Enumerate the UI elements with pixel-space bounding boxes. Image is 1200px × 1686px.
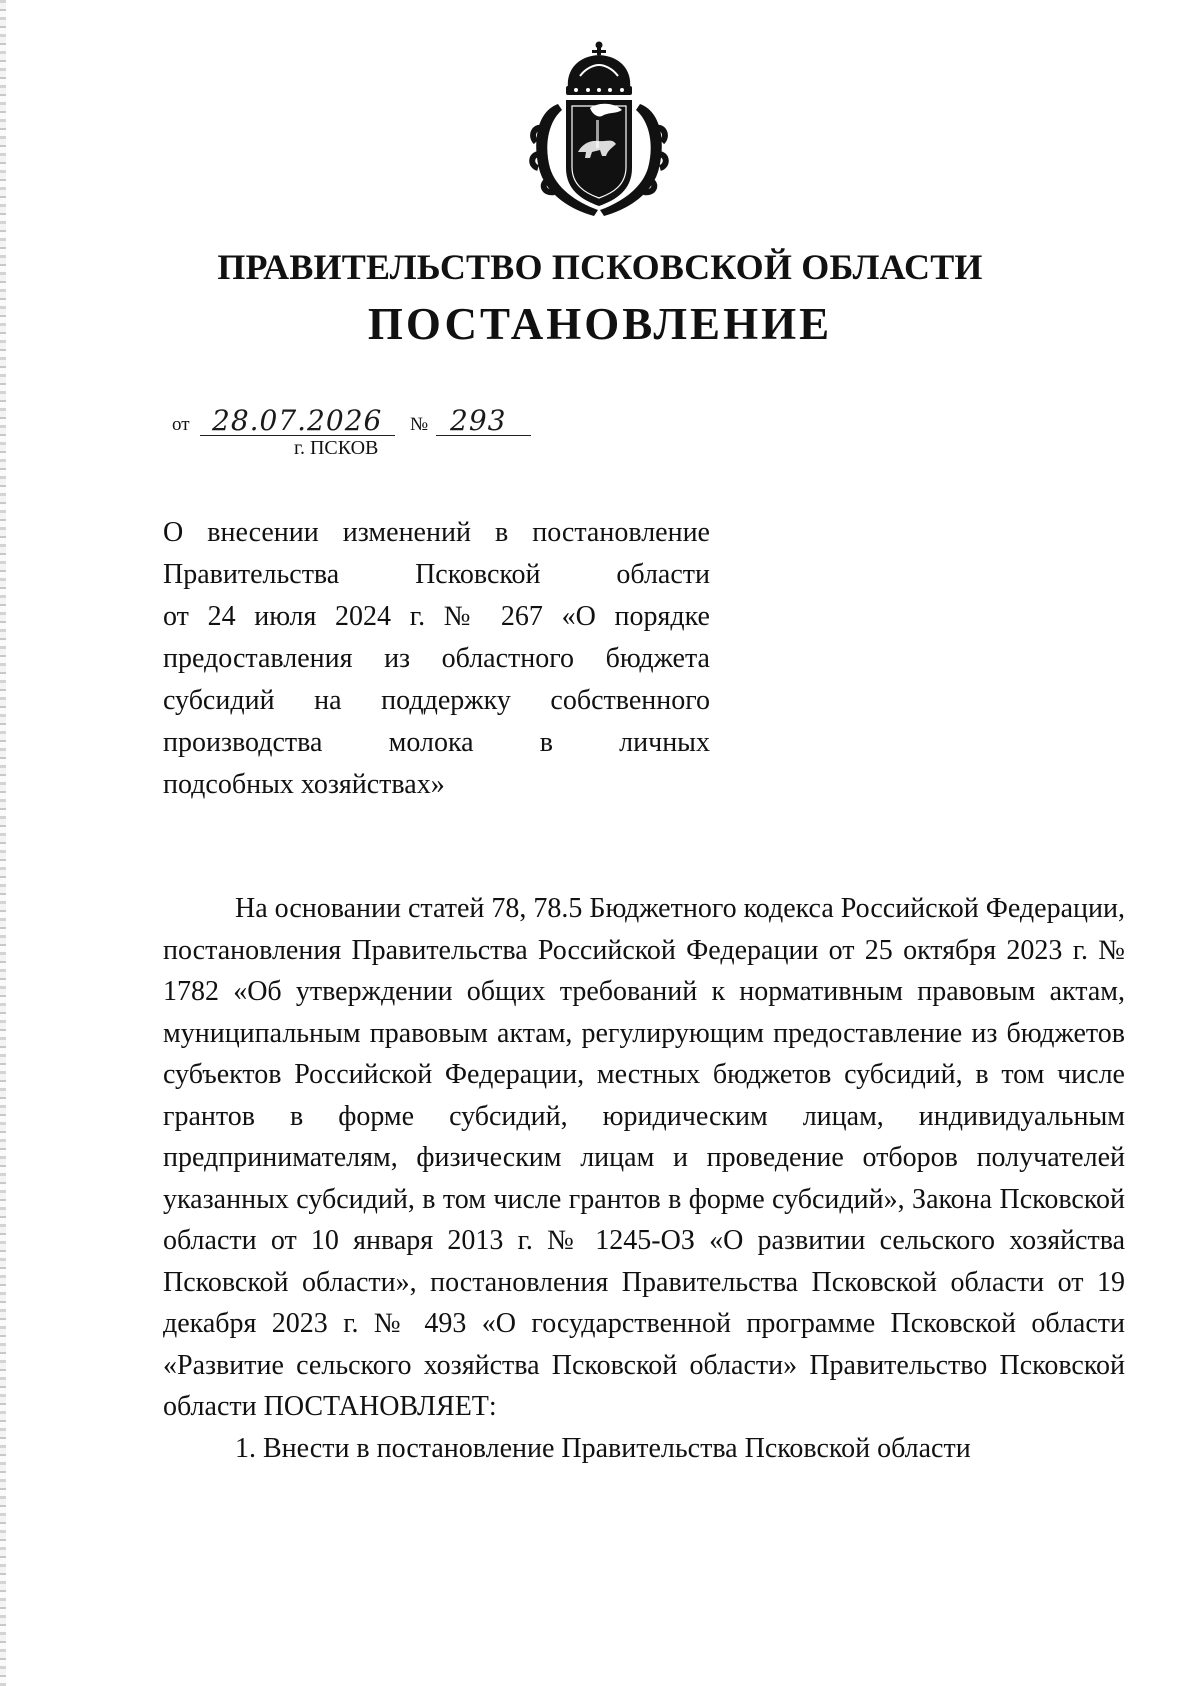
- coat-of-arms-icon: [528, 40, 670, 218]
- body-paragraph-item-1: 1. Внести в постановление Правительства Псковской области: [235, 1432, 971, 1464]
- subject-line: производства молока в личных: [163, 727, 710, 758]
- handwritten-date: 28.07.2026: [212, 404, 383, 437]
- subject-line: субсидий на поддержку собственного: [163, 685, 710, 716]
- number-prefix: №: [410, 414, 429, 435]
- subject-line: подсобных хозяйствах»: [163, 769, 445, 800]
- date-prefix: от: [172, 414, 190, 435]
- subject-line: Правительства Псковской области: [163, 559, 710, 590]
- organization-name: ПРАВИТЕЛЬСТВО ПСКОВСКОЙ ОБЛАСТИ: [217, 247, 983, 287]
- document-type: ПОСТАНОВЛЕНИЕ: [367, 299, 833, 349]
- handwritten-number: 293: [450, 404, 507, 437]
- subject-line: от 24 июля 2024 г. № 267 «О порядке: [163, 601, 710, 632]
- subject-line: О внесении изменений в постановление: [163, 517, 710, 548]
- body-paragraph-preamble: На основании статей 78, 78.5 Бюджетного кодекса Российской Федерации, постановления Правительства Российской Федерации от 25 октября 2023 г. № 1782 «Об утверждении общих требований к нормативным правовым актам, муниципальным правовым актам, регулирующим предоставление из бюджетов субъектов Российской Федерации, местных бюджетов субсидий, в том числе грантов в форме субсидий, юридическим лицам, индивидуальным предпринимателям, физическим лицам и проведение отборов получателей указанных субсидий, в том числе грантов в форме субсидий», Закона Псковской области от 10 января 2013 г. № 1245-ОЗ «О развитии сельского хозяйства Псковской области», постановления Правительства Псковской области от 19 декабря 2023 г. № 493 «О государственной программе Псковской области «Развитие сельского хозяйства Псковской области» Правительство Псковской области ПОСТАНОВЛЯЕТ:: [163, 893, 1125, 1422]
- city: г. ПСКОВ: [294, 437, 379, 459]
- document-body: [163, 888, 1125, 1469]
- subject-block: [163, 512, 710, 806]
- subject-line: предоставления из областного бюджета: [163, 643, 710, 674]
